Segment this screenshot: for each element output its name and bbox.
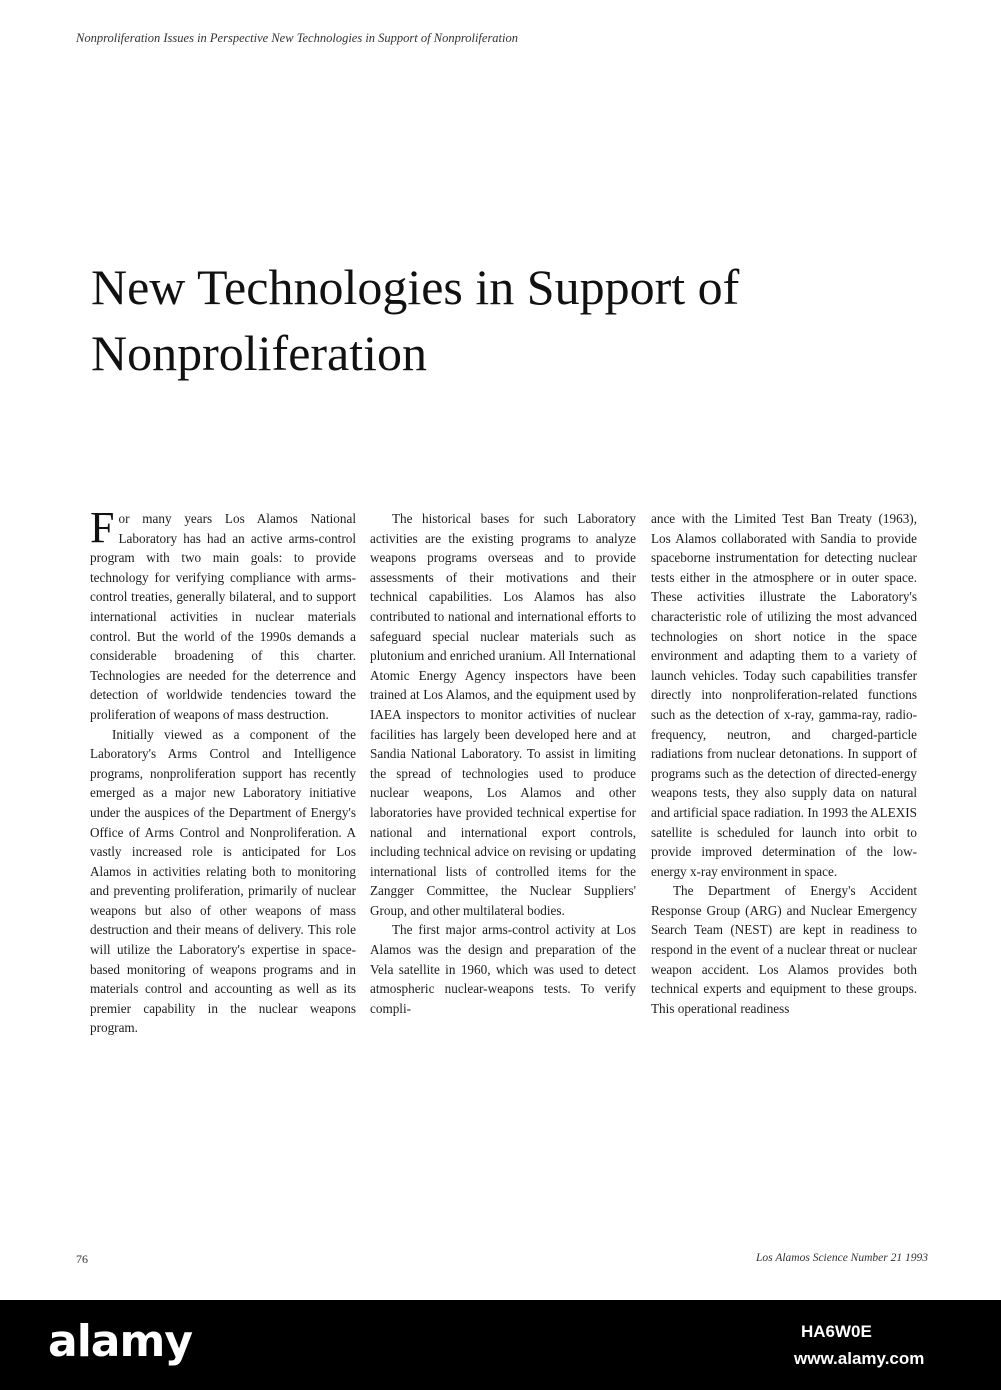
page-number: 76	[76, 1252, 88, 1266]
site-url: www.alamy.com	[794, 1349, 925, 1368]
running-head: Nonproliferation Issues in Perspective New Technologies in Support of Nonproliferation	[76, 31, 518, 45]
text-column-3	[651, 509, 917, 1018]
drop-cap: F	[90, 503, 115, 552]
stock-id: HA6W0E	[801, 1322, 872, 1341]
paragraph: The historical bases for such Laboratory activities are the existing programs to analyze weapons programs overseas and to provide assessments of their motivations and their technical capabilities. Los Alamos has also contributed to national and international efforts to safeguard special nuclear materials such as plutonium and enriched uranium. All International Atomic Energy Agency inspectors have been trained at Los Alamos, and the equipment used by IAEA inspectors to monitor activities of nuclear facilities has largely been developed here and at Sandia National Laboratory. To assist in limiting the spread of technologies used to produce nuclear weapons, Los Alamos and other laboratories have provided technical expertise for national and international export controls, including technical advice on revising or updating international lists of controlled items for the Zangger Committee, the Nuclear Suppliers' Group, and other multilateral bodies.	[370, 511, 636, 918]
paragraph: The Department of Energy's Accident Response Group (ARG) and Nuclear Emergency Search Team (NEST) are kept in readiness to respond in the event of a nuclear threat or nuclear weapon accident. Los Alamos provides both technical experts and equipment to these groups. This operational readiness	[651, 883, 917, 1016]
alamy-logo: alamy	[48, 1316, 192, 1367]
article-title: New Technologies in Support of Nonproliferation	[91, 259, 740, 381]
text-column-1	[90, 503, 356, 1038]
paragraph: Initially viewed as a component of the Laboratory's Arms Control and Intelligence programs, nonproliferation support has recently emerged as a major new Laboratory initiative under the auspices of the Department of Energy's Office of Arms Control and Nonproliferation. A vastly increased role is anticipated for Los Alamos in activities relating both to monitoring and preventing proliferation, primarily of nuclear weapons but also of other weapons of mass destruction and their means of delivery. This role will utilize the Laboratory's expertise in space-based monitoring of weapons programs and in materials control and accounting as well as its premier capability in the nuclear weapons program.	[90, 726, 356, 1036]
paragraph: The first major arms-control activity at Los Alamos was the design and preparation of the Vela satellite in 1960, which was used to detect atmospheric nuclear-weapons tests. To verify compli-	[370, 922, 636, 1016]
issue-line: Los Alamos Science Number 21 1993	[756, 1252, 928, 1264]
paragraph: ance with the Limited Test Ban Treaty (1963), Los Alamos collaborated with Sandia to provide spaceborne instrumentation for detecting nuclear tests either in the atmosphere or in outer space. These activities illustrate the Laboratory's characteristic role of utilizing the most advanced technologies on short notice in the space environment and adapting them to a variety of launch vehicles. Today such capabilities transfer directly into nonproliferation-related functions such as the detection of x-ray, gamma-ray, radio-frequency, neutron, and charged-particle radiations from nuclear detonations. In support of programs such as the detection of directed-energy weapons tests, they also supply data on natural and artificial space radiation. In 1993 the ALEXIS satellite is scheduled for launch into orbit to provide improved determination of the low-energy x-ray environment in space.	[651, 511, 917, 879]
paragraph-text: or many years Los Alamos National Laboratory has had an active arms-control program with two main goals: to provide technology for verifying compliance with arms-control treaties, generally bilateral, and to support international activities in nuclear materials control. But the world of the 1990s demands a considerable broadening of this charter. Technologies are needed for the deterrence and detection of worldwide tendencies toward the proliferation of weapons of mass destruction.	[90, 511, 356, 722]
paragraph	[90, 503, 356, 725]
text-column-2	[370, 509, 636, 1018]
